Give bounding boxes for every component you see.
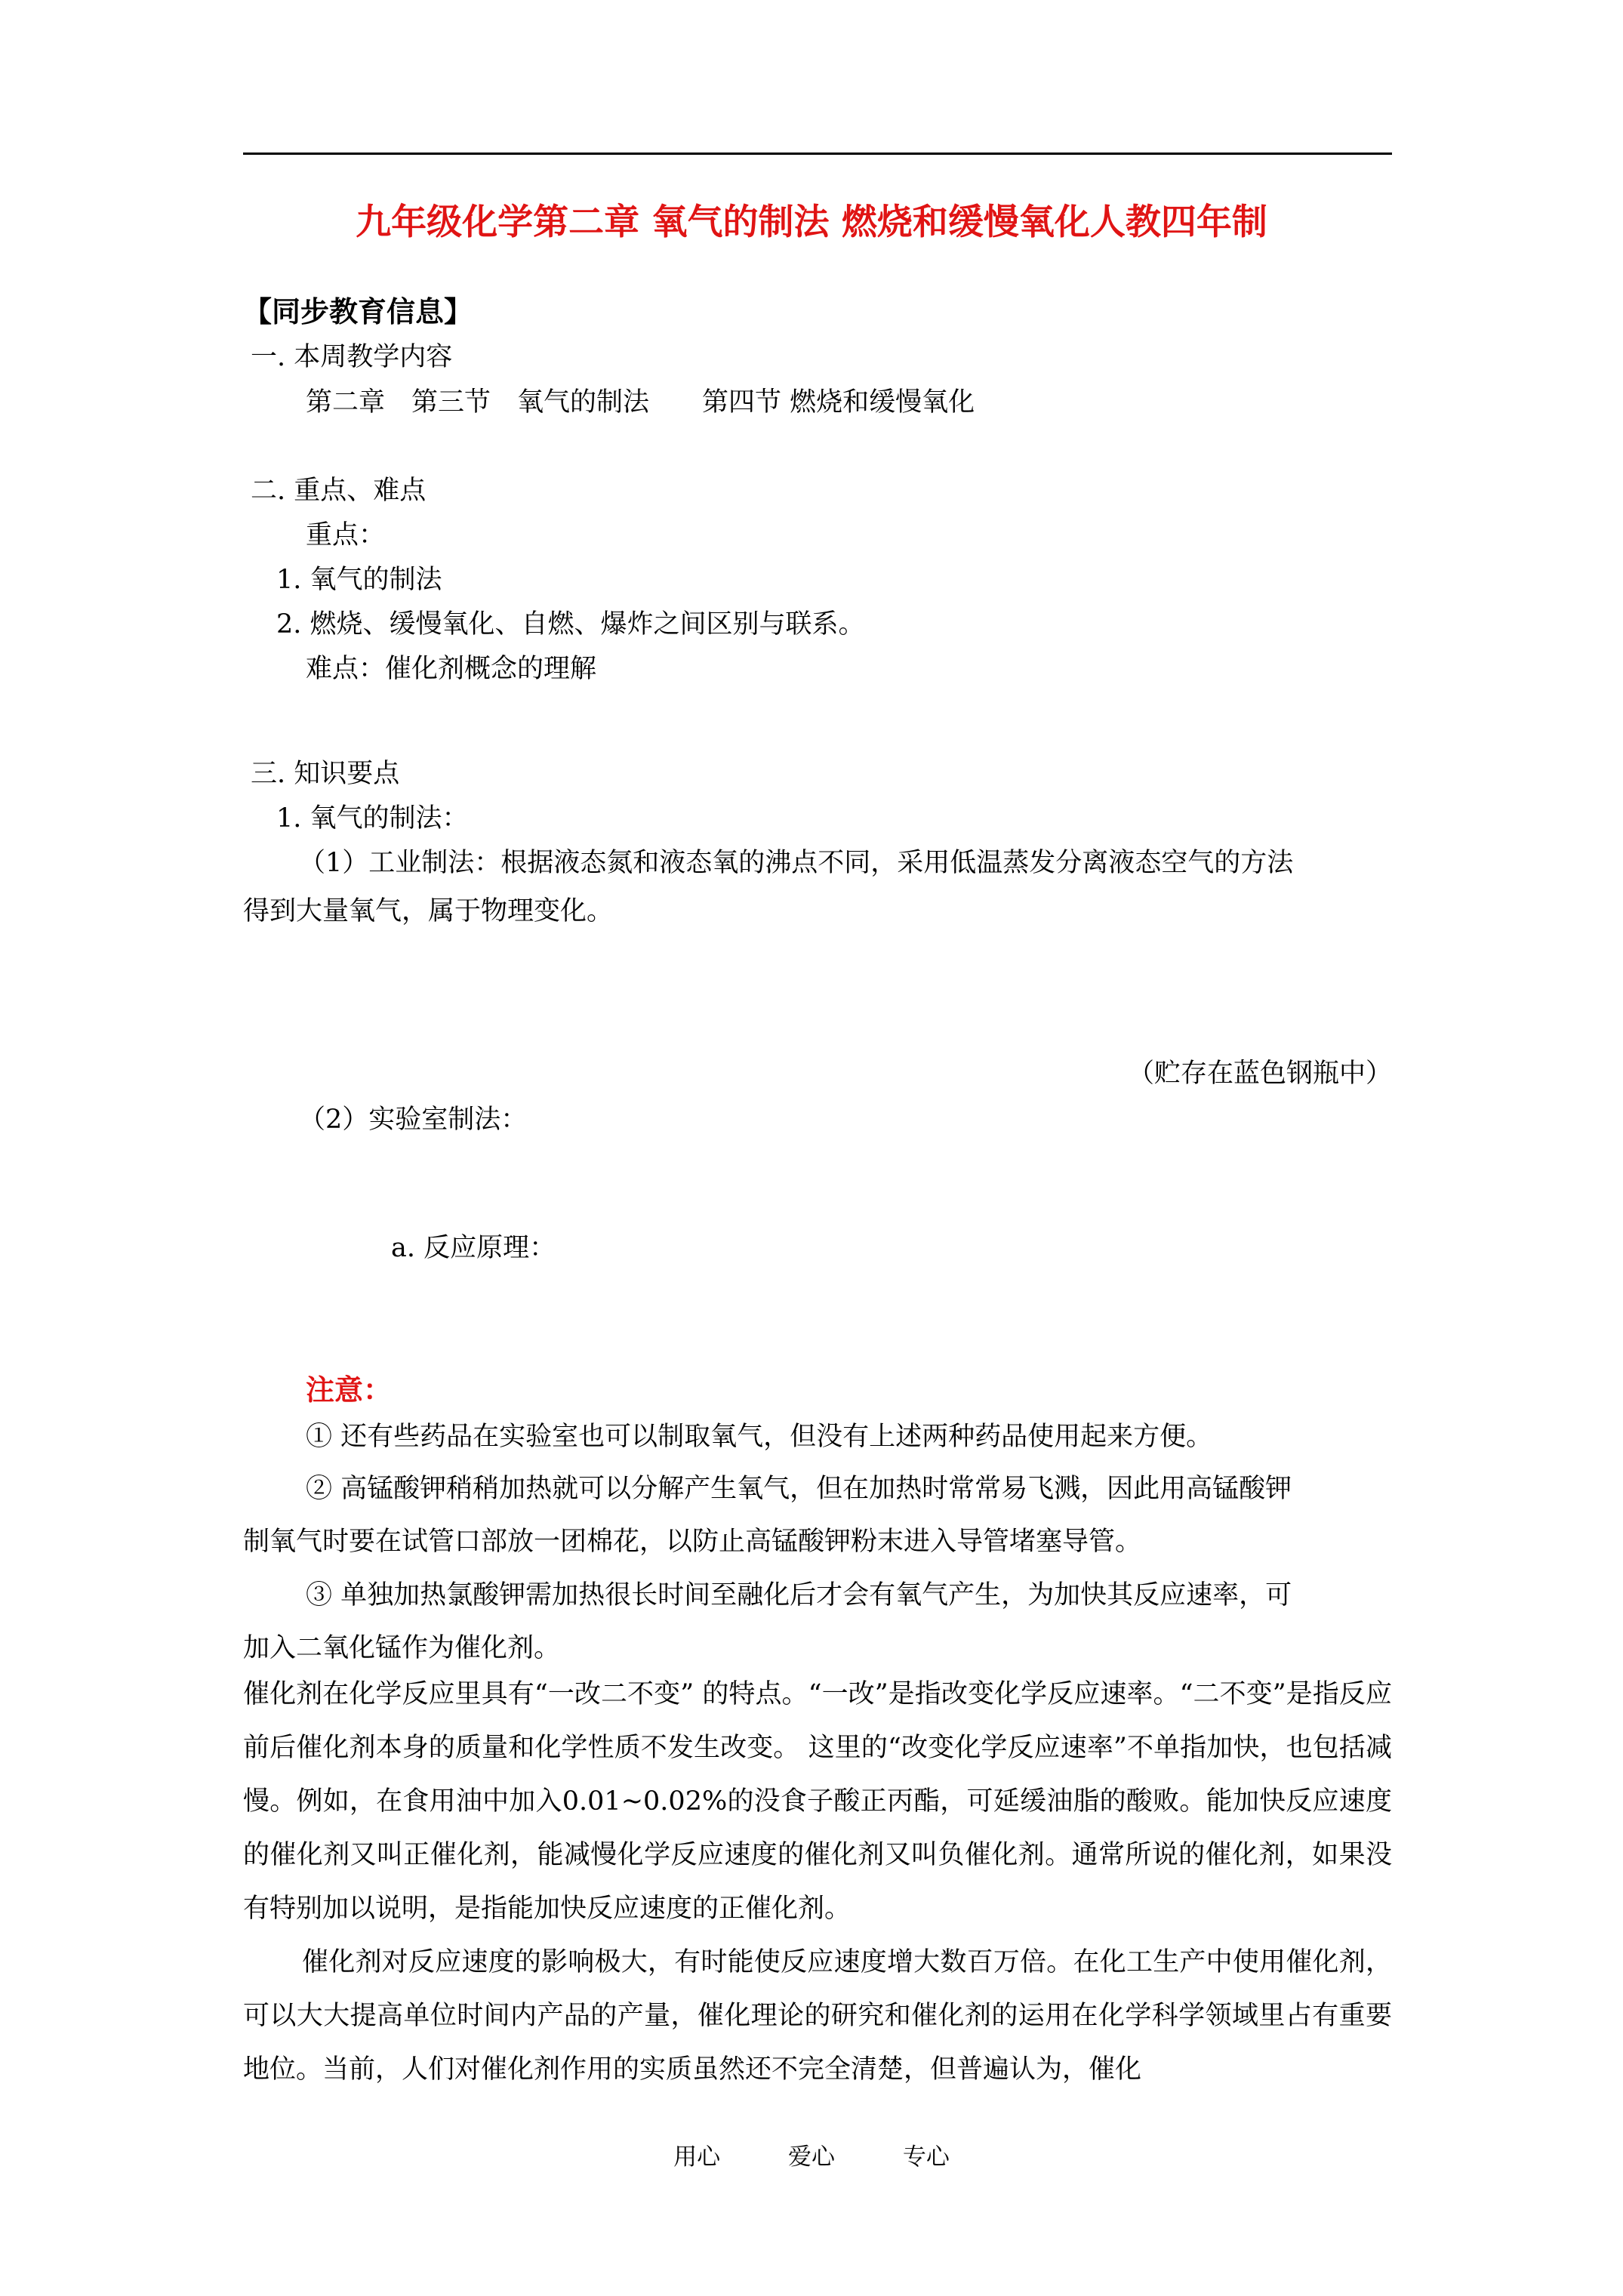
- note-2-line-2: 制氧气时要在试管口部放一团棉花，以防止高锰酸钾粉末进入导管堵塞导管。: [243, 1527, 1142, 1557]
- section-label: 【同步教育信息】: [243, 294, 473, 328]
- footer-motto-1: 用心: [673, 2143, 721, 2171]
- note-label: 注意：: [306, 1373, 393, 1407]
- knowledge-item-1: 1. 氧气的制法：: [276, 803, 469, 834]
- industrial-method-line-1: （1）工业制法：根据液态氮和液态氧的沸点不同，采用低温蒸发分离液态空气的方法: [299, 848, 1294, 878]
- catalyst-paragraph: 催化剂在化学反应里具有“一改二不变” 的特点。“一改”是指改变化学反应速率。“二不变”是指反应前后催化剂本身的质量和化学性质不发生改变。 这里的“改变化学反应速率”不单指加快，也包括减慢。例如，在食用油中加入0.01~0.02%的没食子酸正丙酯，可延缓油脂的酸败。能加快反应速度的催化剂又叫正催化剂，能减慢化学反应速度的催化剂又叫负催化剂。通常所说的催化剂，如果没有特别加以说明，是指能加快反应速度的正催化剂。: [243, 1679, 1392, 1924]
- footer-motto-3: 专心: [902, 2143, 950, 2171]
- catalyst-paragraph-2: 催化剂对反应速度的影响极大，有时能使反应速度增大数百万倍。在化工生产中使用催化剂，可以大大提高单位时间内产品的产量，催化理论的研究和催化剂的运用在化学科学领域里占有重要地位。当前，人们对催化剂作用的实质虽然还不完全清楚，但普遍认为，催化: [243, 1947, 1392, 2085]
- header-rule: [243, 153, 1392, 155]
- lab-method-heading: （2）实验室制法：: [299, 1105, 528, 1135]
- section-3-heading: 三. 知识要点: [251, 759, 400, 789]
- note-3-line-1: ③ 单独加热氯酸钾需加热很长时间至融化后才会有氧气产生，为加快其反应速率，可: [306, 1580, 1292, 1610]
- note-2-line-1: ② 高锰酸钾稍稍加热就可以分解产生氧气，但在加热时常常易飞溅，因此用高锰酸钾: [306, 1474, 1292, 1504]
- page-footer: [0, 2140, 1623, 2174]
- section-1-heading: 一. 本周教学内容: [251, 342, 453, 372]
- reaction-principle: a. 反应原理：: [391, 1233, 556, 1263]
- note-1: ① 还有些药品在实验室也可以制取氧气，但没有上述两种药品使用起来方便。: [306, 1422, 1213, 1452]
- section-1-content: 第二章 第三节 氧气的制法 第四节 燃烧和缓慢氧化: [306, 387, 975, 418]
- key-point-1: 1. 氧气的制法: [276, 565, 442, 595]
- note-3-line-2: 加入二氧化锰作为催化剂。: [243, 1633, 561, 1663]
- key-points-label: 重点：: [306, 520, 386, 550]
- storage-note: （贮存在蓝色钢瓶中）: [1127, 1059, 1392, 1089]
- document-title: 九年级化学第二章 氧气的制法 燃烧和缓慢氧化人教四年制: [356, 202, 1267, 243]
- difficulty-point: 难点：催化剂概念的理解: [306, 654, 597, 684]
- key-point-2: 2. 燃烧、缓慢氧化、自燃、爆炸之间区别与联系。: [276, 609, 865, 639]
- footer-motto-2: 爱心: [788, 2143, 835, 2171]
- section-2-heading: 二. 重点、难点: [251, 476, 427, 506]
- industrial-method-line-2: 得到大量氧气，属于物理变化。: [243, 896, 614, 926]
